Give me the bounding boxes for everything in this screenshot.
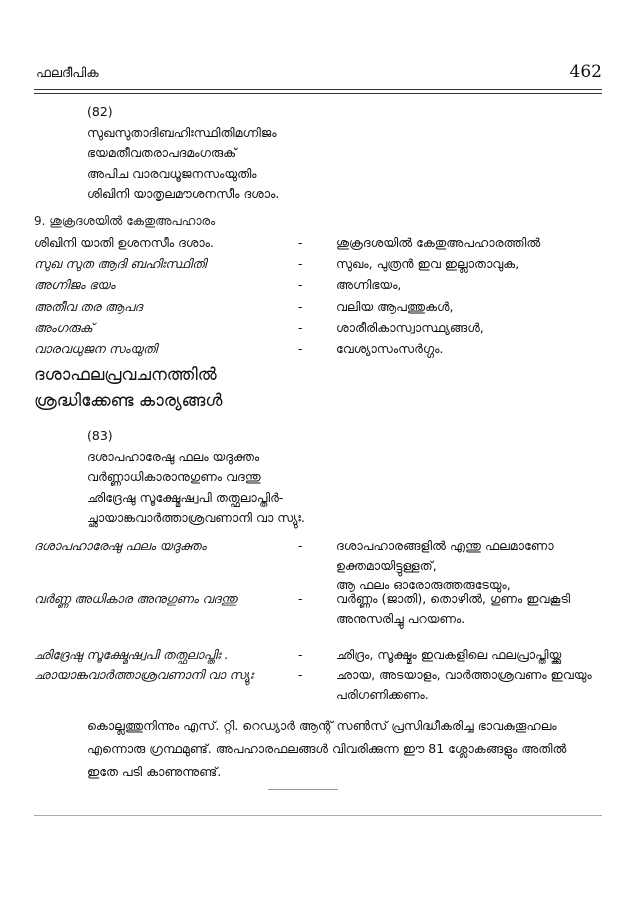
word-meaning: സുഖം, പുത്രൻ ഇവ ഇല്ലാതാവുക,	[336, 256, 520, 271]
footer-rule	[34, 815, 602, 816]
section-heading: 9. ശുക്രദശയിൽ കേതുഅപഹാരം	[34, 214, 216, 228]
meaning-line: ആ ഫലം ഓരോരുത്തരുടേയും,	[336, 577, 511, 592]
word-term: അതീവ തര ആപദ	[34, 299, 143, 314]
header-rule-top	[34, 89, 602, 90]
verse-number: (83)	[87, 428, 113, 443]
dash: -	[298, 320, 303, 335]
word-meaning	[336, 665, 592, 704]
dash: -	[298, 667, 303, 682]
verse-line: സുഖസുതാദിബഹിഃസ്ഥിതിമഗ്നിജം	[87, 124, 277, 140]
word-meaning: വലിയ ആപത്തുകൾ,	[336, 299, 454, 314]
dash: -	[298, 235, 303, 250]
verse-line: ച്ഛായാങ്കവാർത്താശ്രവണാനി വാ സ്യുഃ.	[87, 510, 305, 525]
verse-line: അപിച വാരവധൂജനസംയുതിം	[87, 165, 257, 181]
word-meaning	[336, 645, 561, 665]
dash: -	[298, 299, 303, 314]
word-meaning: വേശ്യാസംസർഗ്ഗം.	[336, 341, 444, 356]
paragraph-line: എന്നൊരു ഗ്രന്ഥമുണ്ട്. അപഹാരഫലങ്ങൾ വിവരിക്കുന്ന ഈ 81 ശ്ലോകങ്ങളും അതിൽ	[87, 741, 567, 756]
word-term: അഗ്നിജം ഭയം	[34, 277, 116, 292]
verse-line: ഭയമതീവതരാപദമംഗരുക്	[87, 145, 237, 160]
running-header-title: ഫലദീപിക	[36, 66, 99, 81]
word-term: ശിഖിനി യാതി ഉശനസീം ദശാം.	[34, 235, 214, 250]
paragraph-line: കൊല്ലത്തുനിന്നും എസ്. റ്റി. റെഡ്യാർ ആന്റ് സൺസ് പ്രസിദ്ധീകരിച്ച ഭാവകുതൂഹലം	[87, 718, 557, 733]
heading-line: ദശാഫലപ്രവചനത്തിൽ	[34, 365, 217, 385]
meaning-line: ഛിദ്രം, സൂക്ഷ്മം ഇവകളിലെ ഫലപ്രാപ്തിയ്ക്കു	[336, 647, 562, 662]
header-rule-bottom	[34, 93, 602, 94]
dash: -	[298, 538, 303, 553]
word-term: വർണ്ണ അധികാര അനുഗുണം വദന്തു	[34, 591, 237, 606]
verse-line: ശിഖിനി യാതൃലമൗശനസീം ദശാം.	[87, 186, 280, 201]
verse-number: (82)	[87, 104, 113, 119]
word-meaning: ശുക്രദശയിൽ കേതുഅപഹാരത്തിൽ	[336, 235, 541, 250]
closing-paragraph	[87, 714, 607, 783]
meaning-line: പരിഗണിക്കണം.	[336, 686, 429, 702]
word-term: വാരവധുജന സംയുതി	[34, 341, 158, 356]
meaning-line: ഛായ, അടയാളം, വാർത്താശ്രവണം ഇവയും	[336, 667, 592, 682]
verse-line: ദശാപഹാരേഷു ഫലം യദുക്തം	[87, 448, 260, 464]
meaning-line: ഉക്തമായിട്ടുള്ളത്,	[336, 557, 437, 573]
dash: -	[298, 591, 303, 606]
page-number: 462	[569, 62, 602, 82]
paragraph-line: ഇതേ പടി കാണുന്നുണ്ട്.	[87, 764, 222, 779]
verse-line: ഛിദ്രേഷു സൂക്ഷ്മേഷ്വപി തത്ഫലാപ്തിർ-	[87, 489, 284, 505]
word-term: ദശാപഹാരേഷു ഫലം യദുക്തം	[34, 538, 207, 553]
meaning-line: ദശാപഹാരങ്ങളിൽ എന്തു ഫലമാണോ	[336, 538, 554, 553]
word-meaning	[336, 536, 554, 595]
word-meaning: ശാരീരികാസ്വാസ്ഥ്യങ്ങൾ,	[336, 320, 484, 335]
word-term: സുഖ സുത ആദി ബഹിഃസ്ഥിതി	[34, 256, 207, 271]
dash: -	[298, 341, 303, 356]
meaning-line: വർണ്ണം (ജാതി), തൊഴിൽ, ഗുണം ഇവകൂടി	[336, 591, 571, 606]
heading-line: ശ്രദ്ധിക്കേണ്ട കാര്യങ്ങൾ	[34, 391, 223, 411]
dash: -	[298, 647, 303, 662]
word-term: ഛായാങ്കവാർത്താശ്രവണാനി വാ സ്യുഃ	[34, 667, 254, 682]
dash: -	[298, 277, 303, 292]
verse-83	[87, 426, 305, 529]
verse-line: വർണ്ണാധികാരാനുഗുണം വദന്തു	[87, 469, 261, 484]
section-end-divider	[268, 789, 338, 790]
dash: -	[298, 256, 303, 271]
verse-82	[87, 102, 279, 205]
word-term: ഛിദ്രേഷു സൂക്ഷ്മേഷ്വപി തത്ഫലാപ്തിഃ .	[34, 647, 229, 662]
meaning-line: അനുസരിച്ചു പറയണം.	[336, 610, 466, 626]
word-term: അംഗരുക്	[34, 320, 93, 335]
word-meaning	[336, 589, 570, 628]
subsection-heading	[34, 362, 222, 414]
word-meaning: അഗ്നിഭയം,	[336, 277, 402, 292]
